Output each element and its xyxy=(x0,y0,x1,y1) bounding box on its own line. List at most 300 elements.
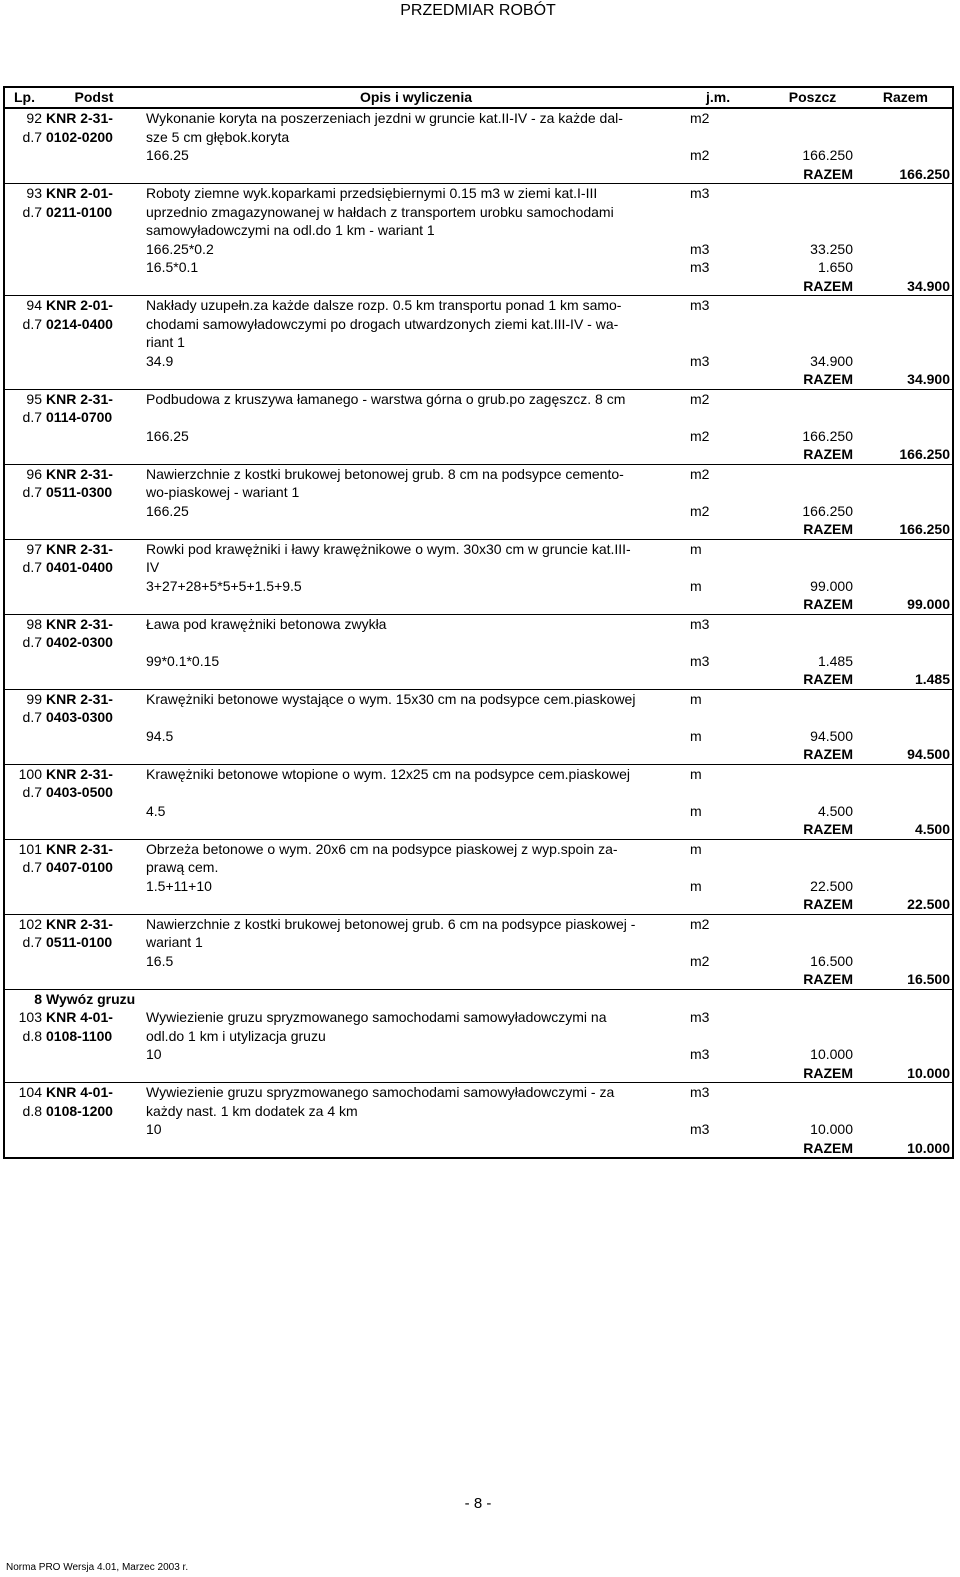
item-total xyxy=(855,389,953,427)
table-row-calculation xyxy=(4,877,953,896)
item-basis-line-2: 0401-0400 xyxy=(46,559,113,575)
table-row-item xyxy=(4,539,953,577)
calc-expression: 10 xyxy=(146,1046,162,1062)
item-total xyxy=(855,296,953,352)
calc-unit: m2 xyxy=(690,952,710,969)
item-quantity xyxy=(770,614,855,652)
item-basis xyxy=(44,839,144,877)
item-number xyxy=(4,464,44,502)
item-basis-line-2: 0211-0100 xyxy=(46,203,113,220)
calc-total xyxy=(855,1120,953,1139)
calc-unit: m3 xyxy=(690,259,710,275)
sum-empty-lp xyxy=(4,165,44,184)
sum-empty-desc xyxy=(144,370,688,389)
item-number-line-1: 92 xyxy=(26,110,42,126)
table-row-summary xyxy=(4,445,953,464)
calc-expression: 4.5 xyxy=(146,802,166,819)
sum-total: 166.250 xyxy=(855,520,953,539)
sum-empty-lp xyxy=(4,1064,44,1083)
sum-label: RAZEM xyxy=(770,1139,855,1159)
item-total xyxy=(855,689,953,727)
item-number xyxy=(4,1008,44,1045)
item-total xyxy=(855,108,953,146)
calc-total xyxy=(855,146,953,165)
sum-empty-desc xyxy=(144,670,688,689)
sum-empty-basis xyxy=(44,1064,144,1083)
calc-expression: 166.25 xyxy=(146,147,189,163)
calc-quantity: 22.500 xyxy=(810,877,853,894)
sum-empty-basis xyxy=(44,1139,144,1159)
item-unit: m3 xyxy=(690,1009,710,1025)
column-header-total: Razem xyxy=(855,87,953,108)
item-quantity xyxy=(770,184,855,240)
item-basis-line-2: 0511-0300 xyxy=(46,484,113,500)
item-quantity xyxy=(770,539,855,577)
calc-empty-lp xyxy=(4,727,44,746)
calc-quantity: 166.250 xyxy=(802,147,853,163)
section-title: Wywóz gruzu xyxy=(46,990,136,1007)
item-unit: m xyxy=(690,540,702,557)
calc-empty-basis xyxy=(44,577,144,596)
item-basis xyxy=(44,108,144,146)
calc-quantity: 10.000 xyxy=(810,1121,853,1137)
item-number xyxy=(4,184,44,240)
sum-empty-lp xyxy=(4,520,44,539)
column-header-basis: Podst xyxy=(44,87,144,108)
sum-empty-lp xyxy=(4,445,44,464)
item-basis-line-1: KNR 4-01- xyxy=(46,1009,113,1025)
item-description: Wywiezienie gruzu spryzmowanego samochodami samowyładowczymi - za każdy nast. 1 km dodatek za 4 km xyxy=(146,1084,615,1119)
sum-empty-unit xyxy=(688,895,770,914)
sum-empty-basis xyxy=(44,370,144,389)
calc-quantity: 1.485 xyxy=(817,652,853,669)
table-row-item xyxy=(4,614,953,652)
sum-empty-unit xyxy=(688,595,770,614)
calc-quantity: 99.000 xyxy=(810,577,853,594)
item-number-line-1: 103 xyxy=(18,1009,42,1025)
calc-total xyxy=(855,727,953,746)
calc-total xyxy=(855,502,953,521)
sum-label: RAZEM xyxy=(770,520,855,539)
item-unit: m xyxy=(690,840,702,857)
item-basis xyxy=(44,1083,144,1121)
item-number-line-2: d.7 xyxy=(22,484,42,500)
item-number xyxy=(4,539,44,577)
table-row-calculation xyxy=(4,352,953,371)
item-number-line-1: 100 xyxy=(18,765,42,782)
sum-empty-unit xyxy=(688,745,770,764)
table-row-item xyxy=(4,389,953,427)
calc-unit: m2 xyxy=(690,427,710,444)
item-basis-line-1: KNR 2-31- xyxy=(46,840,113,857)
item-number-line-2: d.7 xyxy=(22,709,42,725)
sum-empty-unit xyxy=(688,820,770,839)
item-total xyxy=(855,539,953,577)
item-basis-line-1: KNR 2-01- xyxy=(46,185,113,201)
sum-total: 166.250 xyxy=(855,445,953,464)
calc-empty-lp xyxy=(4,427,44,446)
item-basis xyxy=(44,614,144,652)
calc-quantity: 166.250 xyxy=(802,502,853,519)
calc-empty-basis xyxy=(44,952,144,971)
sum-label: RAZEM xyxy=(770,670,855,689)
column-header-lp: Lp. xyxy=(4,87,44,108)
item-number-line-2: d.7 xyxy=(22,128,42,145)
table-row-item xyxy=(4,1083,953,1121)
calc-empty-lp xyxy=(4,502,44,521)
sum-empty-desc xyxy=(144,445,688,464)
item-description: Ława pod krawężniki betonowa zwykła xyxy=(146,615,387,632)
item-basis-line-1: KNR 2-31- xyxy=(46,765,113,782)
item-description: Nawierzchnie z kostki brukowej betonowej grub. 6 cm na podsypce piaskowej - wariant 1 xyxy=(146,915,636,950)
item-number xyxy=(4,914,44,952)
item-total xyxy=(855,614,953,652)
sum-empty-basis xyxy=(44,895,144,914)
sum-empty-desc xyxy=(144,595,688,614)
table-row-item xyxy=(4,184,953,240)
table-row-calculation xyxy=(4,577,953,596)
item-number-line-1: 98 xyxy=(26,615,42,632)
calc-empty-basis xyxy=(44,877,144,896)
item-total xyxy=(855,839,953,877)
calc-total xyxy=(855,258,953,277)
table-row-summary xyxy=(4,670,953,689)
item-unit: m2 xyxy=(690,390,710,407)
sum-empty-desc xyxy=(144,970,688,989)
table-row-calculation xyxy=(4,502,953,521)
item-basis xyxy=(44,1008,144,1045)
item-number-line-2: d.7 xyxy=(22,934,42,950)
calc-total xyxy=(855,240,953,259)
item-description: Rowki pod krawężniki i ławy krawężnikowe o wym. 30x30 cm w gruncie kat.III- IV xyxy=(146,540,631,575)
item-basis xyxy=(44,464,144,502)
calc-expression: 3+27+28+5*5+5+1.5+9.5 xyxy=(146,577,302,594)
sum-total: 10.000 xyxy=(855,1064,953,1083)
item-basis-line-2: 0108-1100 xyxy=(46,1027,113,1044)
item-basis-line-1: KNR 2-31- xyxy=(46,915,113,932)
item-basis-line-2: 0511-0100 xyxy=(46,934,113,950)
item-description: Krawężniki betonowe wtopione o wym. 12x25 cm na podsypce cem.piaskowej xyxy=(146,765,631,782)
calc-total xyxy=(855,1045,953,1064)
item-quantity xyxy=(770,389,855,427)
item-basis xyxy=(44,764,144,802)
item-number-line-1: 96 xyxy=(26,465,42,482)
item-number-line-2: d.7 xyxy=(22,634,42,650)
calc-unit: m3 xyxy=(690,1121,710,1137)
item-number xyxy=(4,296,44,352)
item-quantity xyxy=(770,296,855,352)
item-basis-line-1: KNR 2-31- xyxy=(46,540,113,557)
sum-empty-basis xyxy=(44,445,144,464)
item-basis xyxy=(44,539,144,577)
sum-label: RAZEM xyxy=(770,277,855,296)
sum-label: RAZEM xyxy=(770,1064,855,1083)
item-number-line-2: d.7 xyxy=(22,859,42,875)
item-unit: m xyxy=(690,765,702,782)
calc-empty-lp xyxy=(4,577,44,596)
calc-quantity: 4.500 xyxy=(817,802,853,819)
calc-empty-lp xyxy=(4,240,44,259)
sum-label: RAZEM xyxy=(770,370,855,389)
calc-empty-basis xyxy=(44,240,144,259)
calc-total xyxy=(855,577,953,596)
calc-expression: 1.5+11+10 xyxy=(146,877,212,894)
item-basis-line-1: KNR 2-31- xyxy=(46,615,113,632)
calc-empty-lp xyxy=(4,802,44,821)
item-basis-line-1: KNR 2-31- xyxy=(46,110,113,126)
sum-empty-desc xyxy=(144,1139,688,1159)
item-number-line-2: d.7 xyxy=(22,203,42,220)
sum-empty-lp xyxy=(4,370,44,389)
calc-quantity: 34.900 xyxy=(810,352,853,369)
calc-expression: 16.5 xyxy=(146,952,174,969)
item-number xyxy=(4,389,44,427)
sum-empty-basis xyxy=(44,970,144,989)
calc-unit: m xyxy=(690,727,702,744)
item-number xyxy=(4,689,44,727)
sum-empty-basis xyxy=(44,820,144,839)
calc-unit: m xyxy=(690,802,702,819)
table-row-calculation xyxy=(4,240,953,259)
item-quantity xyxy=(770,764,855,802)
table-row-item xyxy=(4,689,953,727)
calc-total xyxy=(855,877,953,896)
item-number-line-1: 104 xyxy=(18,1084,42,1100)
table-row-summary xyxy=(4,820,953,839)
sum-empty-basis xyxy=(44,277,144,296)
item-total xyxy=(855,764,953,802)
item-basis-line-1: KNR 2-31- xyxy=(46,690,113,707)
calc-total xyxy=(855,352,953,371)
sum-empty-basis xyxy=(44,670,144,689)
table-row-summary xyxy=(4,895,953,914)
sum-label: RAZEM xyxy=(770,745,855,764)
calc-unit: m3 xyxy=(690,1046,710,1062)
sum-empty-desc xyxy=(144,820,688,839)
calc-empty-lp xyxy=(4,1045,44,1064)
item-basis-line-2: 0214-0400 xyxy=(46,315,113,332)
item-description: Podbudowa z kruszywa łamanego - warstwa górna o grub.po zagęszcz. 8 cm xyxy=(146,390,626,407)
table-row-calculation xyxy=(4,802,953,821)
sum-empty-basis xyxy=(44,745,144,764)
table-row-section xyxy=(4,989,953,1008)
item-basis-line-2: 0402-0300 xyxy=(46,634,113,650)
item-quantity xyxy=(770,689,855,727)
table-row-summary xyxy=(4,745,953,764)
sum-total: 99.000 xyxy=(855,595,953,614)
item-number xyxy=(4,1083,44,1121)
calc-empty-basis xyxy=(44,727,144,746)
column-header-unit: j.m. xyxy=(688,87,770,108)
sum-empty-unit xyxy=(688,1064,770,1083)
sum-label: RAZEM xyxy=(770,595,855,614)
sum-total: 22.500 xyxy=(855,895,953,914)
sum-empty-unit xyxy=(688,445,770,464)
calc-empty-lp xyxy=(4,146,44,165)
item-basis-line-2: 0403-0300 xyxy=(46,709,113,725)
sum-total: 1.485 xyxy=(855,670,953,689)
item-quantity xyxy=(770,108,855,146)
sum-label: RAZEM xyxy=(770,820,855,839)
calc-unit: m3 xyxy=(690,240,710,257)
sum-empty-unit xyxy=(688,165,770,184)
table-row-item xyxy=(4,839,953,877)
table-row-summary xyxy=(4,370,953,389)
item-number xyxy=(4,108,44,146)
item-number-line-2: d.7 xyxy=(22,409,42,425)
item-unit: m2 xyxy=(690,110,710,126)
calc-empty-basis xyxy=(44,427,144,446)
sum-total: 10.000 xyxy=(855,1139,953,1159)
sum-total: 166.250 xyxy=(855,165,953,184)
calc-quantity: 94.500 xyxy=(810,727,853,744)
item-basis-line-1: KNR 2-31- xyxy=(46,465,113,482)
item-basis xyxy=(44,296,144,352)
sum-label: RAZEM xyxy=(770,970,855,989)
item-number-line-2: d.7 xyxy=(22,784,42,800)
sum-empty-lp xyxy=(4,820,44,839)
calc-expression: 16.5*0.1 xyxy=(146,259,199,275)
calc-unit: m3 xyxy=(690,652,710,669)
calc-total xyxy=(855,952,953,971)
calc-quantity: 16.500 xyxy=(810,952,853,969)
item-unit: m3 xyxy=(690,1084,710,1100)
table-row-calculation xyxy=(4,952,953,971)
table-row-item xyxy=(4,764,953,802)
sum-empty-desc xyxy=(144,277,688,296)
item-number-line-2: d.8 xyxy=(22,1102,42,1119)
sum-empty-desc xyxy=(144,895,688,914)
calc-unit: m2 xyxy=(690,147,710,163)
item-quantity xyxy=(770,839,855,877)
calc-unit: m xyxy=(690,877,702,894)
item-number-line-2: d.7 xyxy=(22,315,42,332)
calc-total xyxy=(855,802,953,821)
calc-expression: 99*0.1*0.15 xyxy=(146,652,220,669)
sum-empty-desc xyxy=(144,165,688,184)
sum-empty-unit xyxy=(688,1139,770,1159)
item-total xyxy=(855,184,953,240)
sum-total: 16.500 xyxy=(855,970,953,989)
item-number-line-1: 99 xyxy=(26,690,42,707)
item-number-line-2: d.8 xyxy=(22,1027,42,1044)
item-number-line-1: 93 xyxy=(26,185,42,201)
calc-quantity: 166.250 xyxy=(802,427,853,444)
item-number-line-2: d.7 xyxy=(22,559,42,575)
sum-empty-unit xyxy=(688,970,770,989)
calc-quantity: 1.650 xyxy=(817,259,853,275)
calc-unit: m3 xyxy=(690,352,710,369)
item-basis-line-1: KNR 4-01- xyxy=(46,1084,113,1100)
item-basis xyxy=(44,184,144,240)
sum-empty-lp xyxy=(4,745,44,764)
item-unit: m3 xyxy=(690,185,710,201)
sum-empty-unit xyxy=(688,670,770,689)
sum-label: RAZEM xyxy=(770,895,855,914)
item-description: Obrzeża betonowe o wym. 20x6 cm na podsypce piaskowej z wyp.spoin za- prawą cem. xyxy=(146,840,618,875)
item-unit: m3 xyxy=(690,615,710,632)
item-description: Nawierzchnie z kostki brukowej betonowej grub. 8 cm na podsypce cemento- wo-piaskowej - wariant 1 xyxy=(146,465,624,500)
item-number-line-1: 94 xyxy=(26,297,42,313)
item-total xyxy=(855,914,953,952)
calc-empty-basis xyxy=(44,502,144,521)
sum-empty-lp xyxy=(4,970,44,989)
sum-empty-desc xyxy=(144,520,688,539)
calc-empty-lp xyxy=(4,652,44,671)
calc-unit: m xyxy=(690,577,702,594)
sum-empty-lp xyxy=(4,595,44,614)
item-number-line-1: 102 xyxy=(18,915,42,932)
item-basis-line-2: 0403-0500 xyxy=(46,784,113,800)
table-row-summary xyxy=(4,595,953,614)
calc-expression: 10 xyxy=(146,1121,162,1137)
item-total xyxy=(855,1008,953,1045)
item-number-line-1: 95 xyxy=(26,390,42,407)
item-total xyxy=(855,1083,953,1121)
page-number: - 8 - xyxy=(464,1495,492,1512)
sum-empty-lp xyxy=(4,277,44,296)
table-row-item xyxy=(4,1008,953,1045)
sum-total: 34.900 xyxy=(855,370,953,389)
table-row-calculation xyxy=(4,258,953,277)
item-basis xyxy=(44,689,144,727)
item-basis-line-2: 0102-0200 xyxy=(46,128,113,145)
table-row-item xyxy=(4,108,953,146)
item-basis-line-2: 0407-0100 xyxy=(46,859,113,875)
item-number xyxy=(4,614,44,652)
item-number-line-1: 101 xyxy=(18,840,42,857)
sum-total: 94.500 xyxy=(855,745,953,764)
calc-empty-basis xyxy=(44,802,144,821)
calc-expression: 166.25 xyxy=(146,427,189,444)
table-row-calculation xyxy=(4,652,953,671)
calc-empty-lp xyxy=(4,258,44,277)
item-unit: m2 xyxy=(690,465,710,482)
calc-empty-lp xyxy=(4,1120,44,1139)
column-header-quantity: Poszcz xyxy=(770,87,855,108)
item-unit: m xyxy=(690,690,702,707)
table-row-calculation xyxy=(4,427,953,446)
column-header-description: Opis i wyliczenia xyxy=(144,87,688,108)
item-basis-line-2: 0108-1200 xyxy=(46,1102,113,1119)
item-total xyxy=(855,464,953,502)
sum-empty-unit xyxy=(688,277,770,296)
section-number: 8 xyxy=(34,990,42,1007)
calc-empty-lp xyxy=(4,877,44,896)
table-row-summary xyxy=(4,1139,953,1159)
table-header-row xyxy=(4,87,953,108)
item-number-line-1: 97 xyxy=(26,540,42,557)
item-quantity xyxy=(770,464,855,502)
sum-empty-unit xyxy=(688,370,770,389)
item-basis xyxy=(44,389,144,427)
calc-empty-lp xyxy=(4,952,44,971)
item-description: Nakłady uzupełn.za każde dalsze rozp. 0.5 km transportu ponad 1 km samo- chodami samowyładowczymi po drogach utwardzonych ziemi kat.III-IV - wa- riant 1 xyxy=(146,297,622,350)
item-quantity xyxy=(770,914,855,952)
sum-label: RAZEM xyxy=(770,445,855,464)
table-row-calculation xyxy=(4,146,953,165)
item-number xyxy=(4,764,44,802)
item-basis-line-2: 0114-0700 xyxy=(46,409,113,425)
item-description: Wykonanie koryta na poszerzeniach jezdni w gruncie kat.II-IV - za każde dal- sze 5 cm głębok.koryta xyxy=(146,110,623,145)
table-row-item xyxy=(4,296,953,352)
table-row-item xyxy=(4,464,953,502)
calc-empty-basis xyxy=(44,1045,144,1064)
calc-total xyxy=(855,427,953,446)
cost-estimate-table xyxy=(3,86,954,1159)
sum-empty-desc xyxy=(144,745,688,764)
item-unit: m2 xyxy=(690,915,710,932)
